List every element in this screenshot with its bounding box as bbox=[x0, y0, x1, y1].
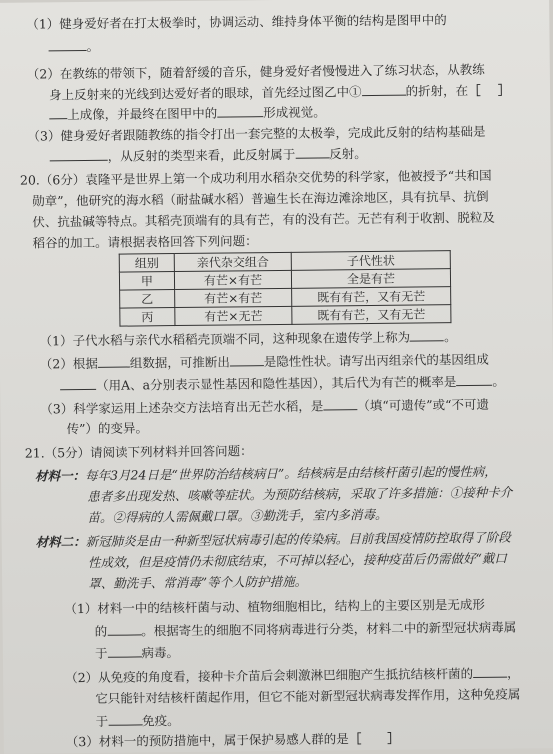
q21-part2-line1 bbox=[65, 664, 520, 686]
q21-material1-line3 bbox=[87, 507, 387, 526]
answer-bracket[interactable]: ［ ］ bbox=[348, 730, 400, 747]
q21-part2-text-c2: 免疫。 bbox=[142, 713, 180, 729]
q19-part2-text-b1: 身上反射来的光线到达爱好者的眼球，首先经过图乙中① bbox=[48, 84, 362, 103]
table-header-cell: 子代性状 bbox=[291, 251, 450, 271]
q20-part3-line2 bbox=[66, 420, 148, 437]
q20-part1-line bbox=[40, 328, 457, 349]
q20-part2-text-a3: 是隐性性状。请写出丙组亲代的基因组成 bbox=[263, 351, 489, 370]
q20-intro-line3 bbox=[32, 210, 495, 231]
table-row bbox=[120, 305, 451, 326]
q19-part3-text-a: （3）健身爱好者跟随教练的指令打出一套完整的太极拳，完成此反射的结构基础是 bbox=[27, 123, 486, 144]
answer-blank[interactable] bbox=[50, 148, 108, 162]
table-cell: 既有有芒，又有无芒 bbox=[292, 305, 451, 325]
table-cell: 有芒×有芒 bbox=[174, 270, 291, 289]
q20-part3-line1 bbox=[40, 396, 489, 418]
q20-part1-end: 。 bbox=[443, 329, 457, 345]
cross-result-table bbox=[119, 250, 452, 326]
answer-blank[interactable] bbox=[323, 397, 357, 410]
q19-part3-line2 bbox=[50, 145, 367, 165]
table-cell: 全是有芒 bbox=[291, 269, 450, 289]
answer-blank[interactable] bbox=[456, 373, 492, 386]
q21-part2-text-c1: 于 bbox=[95, 713, 109, 729]
q21-part1-line3 bbox=[95, 644, 179, 662]
q21-part1-line2 bbox=[95, 619, 517, 640]
material1-label: 材料一： bbox=[34, 468, 86, 484]
table-cell: 既有有芒，又有无芒 bbox=[292, 287, 451, 307]
table-header-cell: 亲代杂交组合 bbox=[174, 252, 291, 271]
q21-part3-line bbox=[66, 731, 400, 750]
q19-part2-text-b2: 的折射，在 bbox=[405, 82, 469, 99]
q21-material2-line2 bbox=[88, 551, 507, 571]
answer-blank[interactable] bbox=[295, 145, 329, 158]
q20-part3-text-b: 传”）的变异。 bbox=[66, 420, 149, 437]
q21-material1-line1 bbox=[35, 464, 497, 485]
material2-text-b: 性成效，但是疫情仍未彻底结束，不可掉以轻心，接种疫苗后仍需做好“戴口 bbox=[87, 550, 507, 570]
q21-part2-line2 bbox=[95, 686, 520, 706]
q21-part1-text-a: （1）材料一中的结核杆菌与动、植物细胞相比，结构上的主要区别是无成形 bbox=[64, 596, 485, 617]
q21-intro-text: 21.（5分）请阅读下列材料并回答问题： bbox=[24, 443, 253, 461]
table-cell: 有芒×有芒 bbox=[175, 288, 292, 307]
q20-intro-line2 bbox=[32, 189, 489, 210]
q20-intro-text-3: 伏、抗盐碱等特点。其稻壳顶端有的具有芒，有的没有芒。无芒有利于收割、脱粒及 bbox=[32, 209, 495, 230]
q21-part1-text-b2: 。根据寄生的细胞不同将病毒进行分类，材料二中的新型冠状病毒属 bbox=[141, 619, 517, 639]
q21-part1-text-c1: 于 bbox=[94, 645, 108, 661]
q20-part2-text-a2: 组数据，可推断出 bbox=[129, 354, 230, 371]
q21-material2-line1 bbox=[36, 530, 511, 551]
q19-part1-line2 bbox=[48, 38, 99, 56]
q21-part2-text-a2: ， bbox=[507, 665, 520, 681]
answer-blank[interactable] bbox=[48, 38, 86, 51]
q19-part2-line3 bbox=[49, 103, 326, 123]
q20-part2-line1 bbox=[40, 351, 489, 373]
answer-blank[interactable] bbox=[98, 355, 130, 368]
material2-text-c: 罩、勤洗手、常消毒”等个人防护措施。 bbox=[88, 573, 308, 591]
table-cell: 丙 bbox=[120, 308, 175, 327]
q20-intro-line1 bbox=[20, 168, 492, 189]
answer-blank[interactable] bbox=[361, 83, 405, 96]
q19-part1-text: （1）健身爱好者在打太极拳时，协调运动、维持身体平衡的结构是图甲中的 bbox=[26, 12, 447, 32]
table-cell: 甲 bbox=[119, 272, 174, 291]
q20-part2-line2 bbox=[60, 373, 505, 395]
q21-material2-line3 bbox=[88, 574, 307, 592]
q21-part2-text-b: 它只能针对结核杆菌起作用，但它不能对新型冠状病毒发挥作用，这种免疫属 bbox=[95, 686, 521, 706]
q21-material1-line2 bbox=[87, 485, 512, 505]
q20-intro-line4 bbox=[33, 233, 258, 251]
q19-part1-end: 。 bbox=[86, 38, 100, 54]
q19-part2-text-c1: 上成像，并最终在图甲中的 bbox=[67, 105, 218, 123]
q19-part3-line1 bbox=[27, 124, 485, 145]
answer-blank[interactable] bbox=[107, 622, 141, 635]
table-cell: 有芒×无芒 bbox=[175, 306, 292, 325]
q20-part2-text-b1: （用A、a分别表示显性基因和隐性基因），其后代为有芒的概率是 bbox=[96, 374, 457, 393]
q20-part2-text-b2: 。 bbox=[492, 373, 505, 389]
q19-part2-line1 bbox=[27, 62, 485, 83]
table-header-cell: 组别 bbox=[119, 254, 174, 273]
material2-text-a: 新冠肺炎是由一种新型冠状病毒引起的传染病。目前我国疫情防控取得了阶段 bbox=[85, 529, 511, 550]
q19-part2-text-c2: 形成视觉。 bbox=[263, 104, 326, 121]
q21-intro-line bbox=[25, 443, 253, 461]
q19-part3-text-b2: 反射。 bbox=[329, 146, 367, 162]
q21-part2-text-a1: （2）从免疫的角度看，接种卡介苗后会刺激淋巴细胞产生抵抗结核杆菌的 bbox=[65, 665, 474, 686]
q21-part1-text-b1: 的 bbox=[94, 623, 108, 639]
q21-part2-line3 bbox=[96, 712, 180, 730]
answer-bracket[interactable]: ［ ］ bbox=[467, 82, 511, 98]
table-cell: 乙 bbox=[120, 290, 175, 309]
q21-part3-text: （3）材料一的预防措施中，属于保护易感人群的是 bbox=[65, 731, 349, 750]
q19-part1-line1 bbox=[26, 12, 447, 32]
material1-text-a: 每年3月24日是“世界防治结核病日”。结核病是由结核杆菌引起的慢性病， bbox=[84, 463, 497, 484]
answer-blank[interactable] bbox=[473, 665, 507, 678]
answer-blank[interactable] bbox=[230, 353, 264, 366]
answer-blank[interactable] bbox=[108, 712, 142, 725]
q20-part1-text: （1）子代水稻与亲代水稻稻壳顶端不同，这种现象在遗传学上称为 bbox=[39, 329, 411, 349]
q20-part2-text-a1: （2）根据 bbox=[39, 355, 98, 372]
q21-part1-line1 bbox=[64, 597, 485, 617]
q20-part3-text-a1: （3）科学家运用上述杂交方法培育出无芒水稻，是 bbox=[40, 398, 324, 417]
answer-blank[interactable] bbox=[49, 106, 67, 119]
q21-part1-text-c2: 病毒。 bbox=[141, 645, 180, 661]
q20-intro-text-2: 勋章”，他研究的海水稻（耐盐碱水稻）普遍生长在海边滩涂地区，具有抗旱、抗倒 bbox=[32, 188, 489, 209]
material1-text-b: 患者多出现发热、咳嗽等症状。为预防结核病，采取了许多措施：①接种卡介 bbox=[87, 484, 513, 504]
q20-intro-text-1: 20.（6分）袁隆平是世界上第一个成功利用水稻杂交优势的科学家，他被授予“共和国 bbox=[19, 167, 492, 188]
material1-text-c: 苗。②得病的人需佩戴口罩。③勤洗手，室内多消毒。 bbox=[87, 506, 388, 525]
answer-blank[interactable] bbox=[217, 104, 263, 117]
material2-label: 材料二： bbox=[35, 534, 86, 550]
answer-blank[interactable] bbox=[107, 644, 141, 657]
q19-part2-line2 bbox=[49, 82, 512, 104]
q19-part2-text-a: （2）在教练的带领下，随着舒缓的音乐，健身爱好者慢慢进入了练习状态，从教练 bbox=[26, 61, 485, 82]
q20-part3-text-a2: （填“可遗传”或“不可遗 bbox=[357, 396, 490, 414]
answer-blank[interactable] bbox=[410, 328, 444, 341]
q19-part3-text-b1: ，从反射的类型来看，此反射属于 bbox=[107, 146, 296, 164]
answer-blank[interactable] bbox=[60, 377, 96, 390]
q20-intro-text-4: 稻谷的加工。请根据表格回答下列问题： bbox=[32, 233, 258, 251]
